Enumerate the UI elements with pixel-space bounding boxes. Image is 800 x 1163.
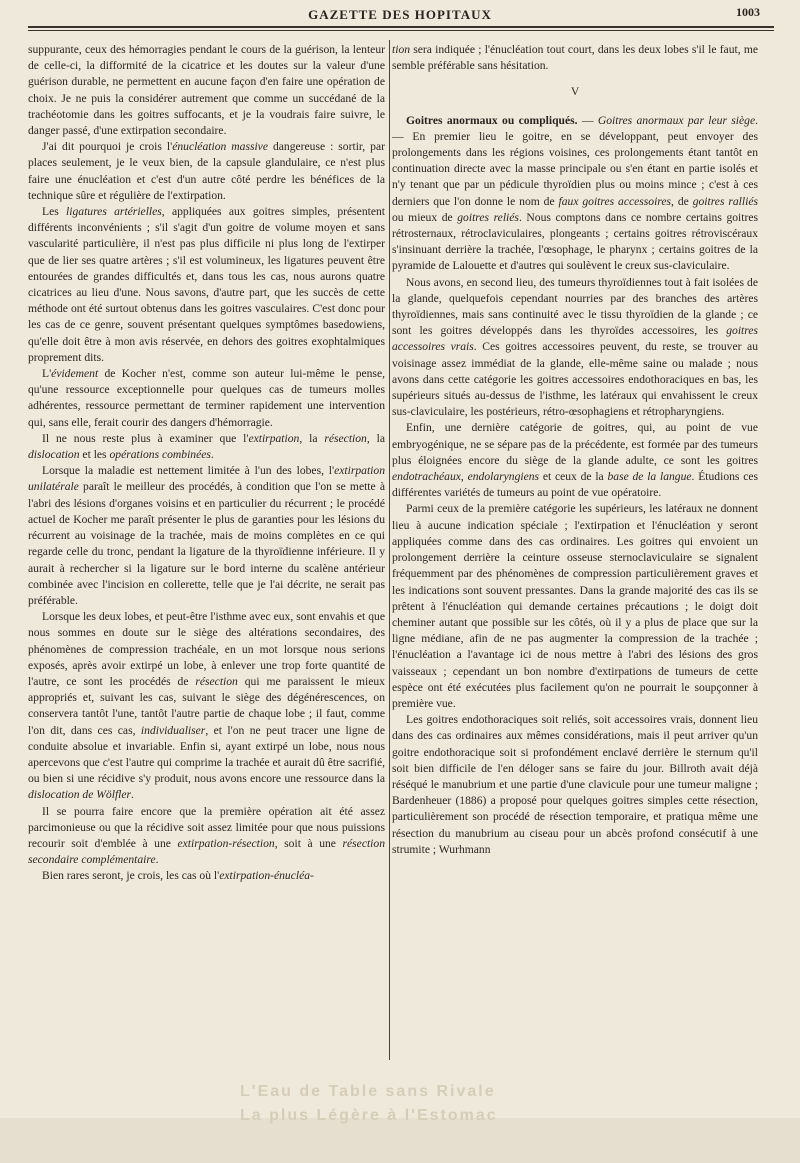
text-run: ou mieux de [392,210,458,224]
page-number: 1003 [736,5,760,19]
left-column [28,42,385,885]
text-run: Bien rares seront, je crois, les cas où l' [42,869,220,883]
bleed-through-line-1: L'Eau de Table sans Rivale [240,1083,496,1100]
text-run: , la [366,431,385,445]
italic-term: faux goitres accessoires [558,194,672,208]
text-run: suppurante, ceux des hémorragies pendant le cours de la guérison, la lenteur de celle-ci, la difformité de la cicatrice et les doutes sur la valeur d'une guérison durable, ne permettent en aucune façon d'en faire une opération de choix. Je ne puis la considérer autrement que comme un succédané de la trachéotomie dans les goitres suffocants, et je la voudrais faire suivre, le danger passé, d'une extirpation secondaire. [28,43,385,138]
text-run: . — En premier lieu le goitre, en se développant, peut envoyer des prolongements dans les régions voisines, ces prolongements étant tantôt en continuation directe avec la masse principale ou s'en étant en partie isolés et n'y tenant que par un pédicule thyroïdien plus ou moins mince ; c'est à ces derniers que l'on donne le nom de [392,113,759,208]
italic-term: endolaryngiens [467,470,540,484]
page-header-title: GAZETTE DES HOPITAUX [308,7,492,22]
text-run: Les goitres endothoraciques soit reliés, soit accessoires vrais, donnent lieu dans des cas ordinaires aux mêmes considérations, mais il peut arriver qu'un goitre endothoracique soit si profondément enclavé derrière le sternum qu'il soit bien difficile de l'en déloger sans se faire du jour. Billroth avait déjà réséqué le manubrium et une partie d'une clavicule pour une tumeur maligne ; Bardenheuer (1886) a proposé pour quelques goitres simples cette résection, particulièrement son procédé de résection temporaire, et pratiqua même une résection du manubrium au ciseau pour un abcès profond consécutif à une strumite ; Wurhmann [392,713,758,856]
paragraph [392,113,758,275]
italic-term: base de la langue [607,470,692,484]
text-run: de Kocher n'est, comme son auteur lui-même le pense, qu'une ressource exceptionnelle pour quelques cas de tumeurs molles adhérentes, ressource permettant de terminer rapidement une intervention qui, sans elle, ferait courir des dangers d'hémorragie. [28,367,385,429]
text-run: paraît le meilleur des procédés, à condition que l'on se mette à l'abri des lésions d'organes voisins et en particulier du récurrent ; le procédé actuel de Kocher me paraît présenter le plus de garanties pour les lésions du récurrent au voisinage de la trachée, mais de moins complètes en ce qui regarde celle du tronc, pendant la ligature de la thyroïdienne inférieure. Il y aurait à rechercher si la ligature sur le bord interne du scalène antérieur combinée avec l'incision en collerette, telle que je l'ai décrite, ne serait pas préférable. [28,480,385,607]
paragraph [28,204,385,366]
text-run: . Ces goitres accessoires peuvent, du reste, se trouver au voisinage assez immédiat de la glande, elle-même saine ou malade ; nous avons dans cette catégorie les goitres accessoires endothoraciques en bas, les supérieurs situés au-dessus de l'isthme, les latéraux qui envahissent le creux sus-claviculaire, les postérieurs, rétro-œsophagiens et rétropharyngiens. [392,340,758,419]
right-column [392,42,758,858]
text-run: Il se pourra faire encore que la première opération ait été assez parcimonieuse ou que la récidive soit assez limitée pour que nous puissions recourir soit d'emblée à une [28,804,385,850]
italic-term: dislocation [28,448,80,462]
column-divider [389,40,390,1060]
text-run: L' [42,367,52,381]
paragraph [28,609,385,803]
paragraph [28,139,385,204]
italic-term: énucléation massive [172,140,268,154]
paragraph [28,804,385,869]
italic-term: résection [195,674,238,688]
text-run: dangereuse : sortir, par places seulement, je le veux bien, de la capsule glandulaire, ce n'est plus faire une énucléation et c'est d'un autre côté perdre les bénéfices de la technique sûre et régulière de l'extirpation. [28,140,385,202]
bleed-through-text [240,1080,660,1128]
italic-term: goitres reliés [457,210,519,224]
italic-term: résection [324,431,367,445]
text-run: . [210,448,214,462]
bold-heading: Goitres anormaux ou compliqués. [406,113,578,127]
paragraph [28,463,385,609]
paragraph [392,501,758,712]
text-run: Lorsque la maladie est nettement limitée à l'un des lobes, l' [42,464,335,478]
text-run: qui me paraissent le mieux appropriés et, suivant les cas, suivant le siège des dégénérescences, on conservera tantôt l'une, tantôt l'autre partie de chaque lobe ; il faut, comme l'on dit, dans ces cas, [28,674,385,737]
text-run: , appliquées aux goitres simples, présentent différents inconvénients ; s'il s'agit d'un goitre de volume moyen et sans vascularité particulière, il n'est pas plus difficile ni plus long de l'extirper que de lier ses quatre artères ; s'il est volumineux, les ligatures peuvent être entourées de grandes difficultés et, dans tous les cas, nous aurons quatre cicatrices au lieu d'une. Nous savons, d'autre part, que les succès de cette méthode ont été surtout obtenus dans les goitres vasculaires. C'est donc pour les cas de ce genre, souvent présentant quelques symptômes basedowiens, qu'elle doit être à mon avis réservée, en dehors des goitres exophtalmiques proprement dits. [28,205,386,364]
text-run: J'ai dit pourquoi je crois l' [42,140,173,154]
text-run: , soit à une [274,836,343,850]
text-run: . Étudions ces différentes variétés de tumeurs au point de vue opératoire. [392,470,759,500]
text-run: V [570,85,580,99]
text-run: , de [671,194,693,208]
italic-term: opérations combinées [109,448,211,462]
text-run: Il ne nous reste plus à examiner que l' [42,431,249,445]
paragraph [392,275,758,421]
text-run: sera indiquée ; l'énucléation tout court, dans les deux lobes s'il le faut, me semble préférable sans hésitation. [392,43,758,73]
section-heading [392,84,758,100]
paragraph [392,42,758,74]
text-run: . [131,788,134,802]
italic-term: ligatures artérielles [66,205,162,219]
text-run: . Nous comptons dans ce nombre certains goitres rétrosternaux, rétroclaviculaires, plongeants ; certains goitres rétroviscéraux s'insinuant derrière la trachée, l'œsophage, le pharynx ; certains goitres de la pyramide de Lalouette et d'autres qui soulèvent le creux sus-claviculaire. [392,210,758,273]
text-run: , la [299,431,325,445]
italic-term: endotrachéaux [392,470,461,484]
paragraph [28,366,385,431]
paragraph [392,712,758,858]
header-rule-thin [28,30,774,31]
italic-term: dislocation de Wölfler [28,788,132,802]
text-run: Lorsque les deux lobes, et peut-être l'isthme avec eux, sont envahis et que nous sommes en doute sur le siège des altérations secondaires, des phénomènes de compression trachéale, en un mot lorsque nous serions exposés, après avoir extirpé un lobe, à enlever une trop forte quantité de l'autre, ce sont les procédés de [28,610,385,688]
text-run: , et l'on ne peut tracer une ligne de conduite absolue et invariable. Enfin si, ayant extirpé un lobe, nous nous apercevons que c'est l'autre qui comprime la trachée et aurait dû être sacrifié, ou bien si une récidive s'y produit, nous avons encore une ressource dans la [28,723,385,786]
text-run: Parmi ceux de la première catégorie les supérieurs, les latéraux ne donnent lieu à aucune indication spéciale ; l'extirpation et l'énucléation y seront appliquées comme dans des cas ordinaires. Les goitres qui envoient un prolongement derrière la ceinture osseuse sternoclaviculaire se signalent fréquemment par des phénomènes de compression particulièrement graves et les indications sont souvent pressantes. Dans la grande majorité des cas ils se prêtent à l'énucléation qui demande certaines précautions ; le doigt doit cheminer autant que possible sur les côtés, où il y a plus de place que sur la ligne médiane, afin de ne pas augmenter la compression de la trachée ; l'énucléation a l'avantage ici de nous mettre à l'abri des lésions des gros vaisseaux ; cependant un bon nombre d'extirpations de tumeurs de cette espèce ont été exécutées plus facilement qu'on ne pourrait le soupçonner à première vue. [392,502,758,710]
paragraph [28,868,385,884]
italic-term: extirpation unilatérale [28,464,385,494]
italic-term: extirpation [248,431,300,445]
italic-term: évidement [51,367,99,381]
bleed-through-line-2: La plus Légère à l'Estomac [240,1107,498,1124]
text-run: et ceux de la [539,470,608,484]
paragraph [392,420,758,501]
italic-term: Goitres anormaux par leur siège [597,113,756,127]
text-run: et les [79,448,110,462]
text-run: Enfin, une dernière catégorie de goitres, qui, au point de vue embryogénique, ne se sépare pas de la précédente, est formée par des tumeurs plus éloignées encore du siège de la glande adulte, ce sont les goitres [392,421,758,467]
text-run: — [577,113,598,127]
text-run: . [155,853,159,867]
italic-term: résection secondaire complémentaire [28,836,385,867]
paragraph [28,431,385,463]
text-run: , [460,470,468,484]
italic-term: tion [392,43,411,56]
header-rule [28,26,774,28]
italic-term: extirpation-énucléa- [219,869,314,883]
italic-term: goitres ralliés [692,194,758,208]
text-run: Nous avons, en second lieu, des tumeurs thyroïdiennes tout à fait isolées de la glande, quelquefois cependant nourries par des branches des artères thyroïdiennes, mais sans continuité avec le tissu thyroïdien de la glande ; ce sont les goitres développés dans les thyroïdes accessoires, les [392,275,758,338]
paragraph [28,42,385,139]
italic-term: extirpation-résection [177,836,275,850]
italic-term: individualiser [140,723,206,737]
italic-term: goitres accessoires vrais [392,324,758,354]
text-run: Les [42,205,67,219]
